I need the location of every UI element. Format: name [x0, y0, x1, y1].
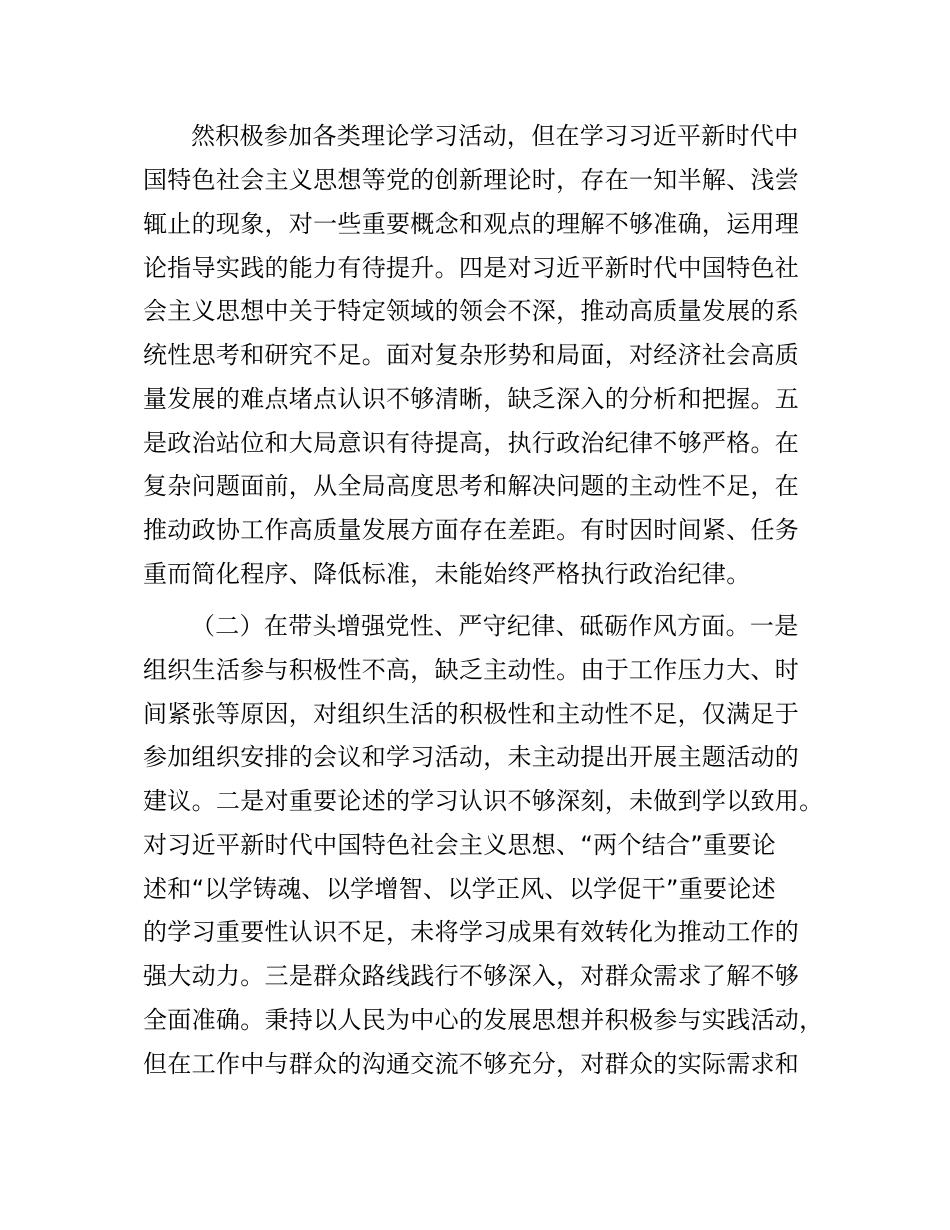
text-line: 论指导实践的能力有待提升。四是对习近平新时代中国特色社	[143, 254, 800, 282]
text-line: 辄止的现象，对一些重要概念和观点的理解不够准确，运用理	[143, 210, 800, 238]
text-line: 重而简化程序、降低标准，未能始终严格执行政治纪律。	[143, 560, 751, 588]
text-line: 建议。二是对重要论述的学习认识不够深刻，未做到学以致用。	[143, 787, 824, 815]
text-line: 全面准确。秉持以人民为中心的发展思想并积极参与实践活动，	[143, 1006, 824, 1034]
text-line: 国特色社会主义思想等党的创新理论时，存在一知半解、浅尝	[143, 166, 800, 194]
text-line: 述和“以学铸魂、以学增智、以学正风、以学促干”重要论述	[143, 875, 776, 903]
text-line: 组织生活参与积极性不高，缺乏主动性。由于工作压力大、时	[143, 656, 800, 684]
text-line: 然积极参加各类理论学习活动，但在学习习近平新时代中	[191, 122, 799, 150]
text-line: 会主义思想中关于特定领域的领会不深，推动高质量发展的系	[143, 297, 800, 325]
text-line: 量发展的难点堵点认识不够清晰，缺乏深入的分析和把握。五	[143, 385, 800, 413]
text-line: 参加组织安排的会议和学习活动，未主动提出开展主题活动的	[143, 743, 800, 771]
text-line: 间紧张等原因，对组织生活的积极性和主动性不足，仅满足于	[143, 700, 800, 728]
text-line: 对习近平新时代中国特色社会主义思想、“两个结合”重要论	[143, 831, 776, 859]
text-line: 但在工作中与群众的沟通交流不够充分，对群众的实际需求和	[143, 1050, 800, 1078]
text-line: 的学习重要性认识不足，未将学习成果有效转化为推动工作的	[143, 918, 800, 946]
text-line: 复杂问题面前，从全局高度思考和解决问题的主动性不足，在	[143, 472, 800, 500]
section-heading-line: （二）在带头增强党性、严守纪律、砥砺作风方面。一是	[191, 612, 799, 640]
text-line: 统性思考和研究不足。面对复杂形势和局面，对经济社会高质	[143, 341, 800, 369]
text-line: 强大动力。三是群众路线践行不够深入，对群众需求了解不够	[143, 962, 800, 990]
text-line: 是政治站位和大局意识有待提高，执行政治纪律不够严格。在	[143, 429, 800, 457]
text-line: 推动政协工作高质量发展方面存在差距。有时因时间紧、任务	[143, 516, 800, 544]
